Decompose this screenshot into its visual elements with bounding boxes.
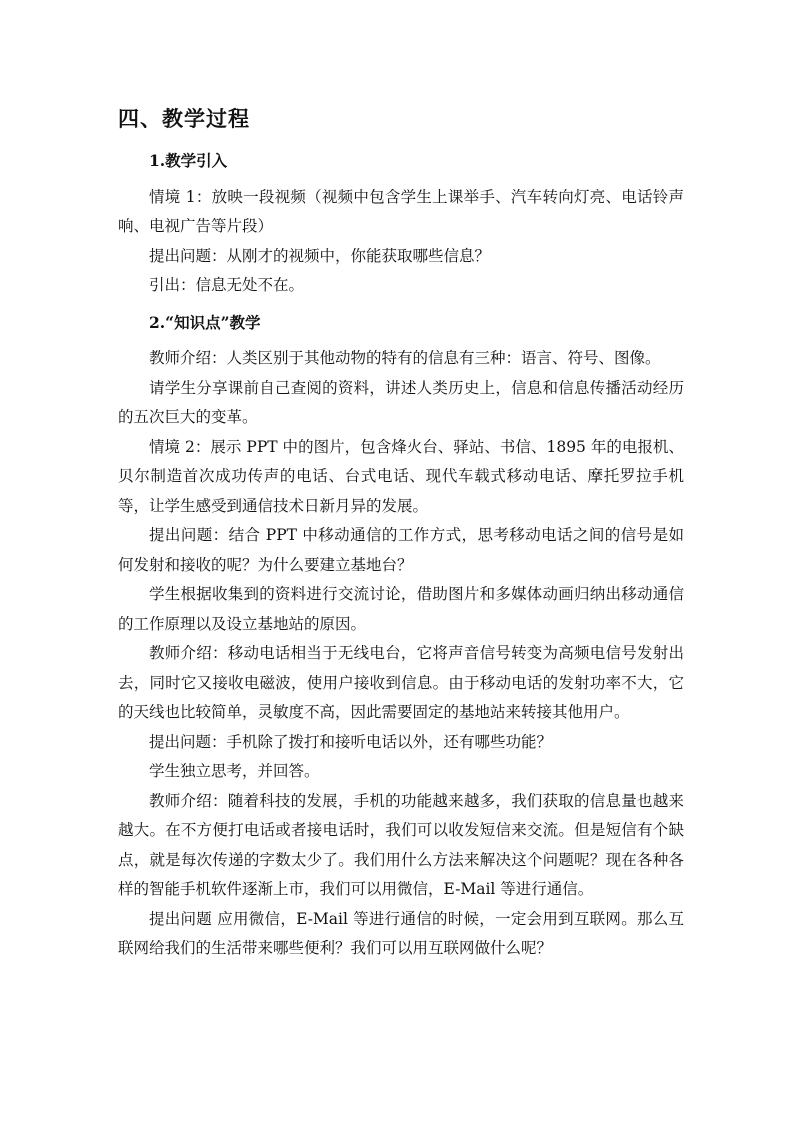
document-body [118,146,684,964]
paragraph: 提出问题：手机除了拨打和接听电话以外，还有哪些功能？ [149,732,553,751]
spacer [118,176,684,183]
paragraph: 引出：信息无处不在。 [149,276,305,294]
spacer [118,337,684,344]
paragraph: 提出问题 应用微信，E-Mail 等进行通信的时候，一定会用到互联网。那么互联网给我们的生活带来哪些便利？我们可以用互联网做什么呢？ [118,909,684,957]
paragraph: 情境 1：放映一段视频（视频中包含学生上课举手、汽车转向灯亮、电话铃声响、电视广告等片段） [118,187,684,235]
paragraph: 情境 2：展示 PPT 中的图片，包含烽火台、驿站、书信、1895 年的电报机、贝尔制造首次成功传声的电话、台式电话、现代车载式移动电话、摩托罗拉手机等，让学生感受到通信技术日新月异的发展。 [118,437,684,515]
section-title: 四、教学过程 [118,106,250,131]
paragraph: 教师介绍：移动电话相当于无线电台，它将声音信号转变为高频电信号发射出去，同时它又接收电磁波，使用户接收到信息。由于移动电话的发射功率不大，它的天线也比较简单，灵敏度不高，因此需要固定的基地站来转接其他用户。 [118,644,684,721]
sub-heading-knowledge-teaching: 2.“知识点”教学 [149,312,261,332]
sub-heading-teaching-intro: 1.教学引入 [149,151,228,170]
paragraph: 请学生分享课前自己查阅的资料，讲述人类历史上，信息和信息传播活动经历的五次巨大的变革。 [118,378,684,426]
paragraph: 学生根据收集到的资料进行交流讨论，借助图片和多媒体动画归纳出移动通信的工作原理以及设立基地站的原因。 [118,585,684,633]
paragraph: 教师介绍：随着科技的发展，手机的功能越来越多，我们获取的信息量也越来越大。在不方便打电话或者接电话时，我们可以收发短信来交流。但是短信有个缺点，就是每次传递的字数太少了。我们用什么方法来解决这个问题呢？现在各种各样的智能手机软件逐渐上市，我们可以用微信，E-Mail 等进行通信。 [118,791,684,898]
paragraph: 教师介绍：人类区别于其他动物的特有的信息有三种：语言、符号、图像。 [149,349,661,367]
spacer [118,301,684,308]
paragraph: 提出问题：结合 PPT 中移动通信的工作方式，思考移动电话之间的信号是如何发射和接收的呢？为什么要建立基地台？ [118,526,684,574]
paragraph: 提出问题：从刚才的视频中，你能获取哪些信息？ [149,246,491,265]
paragraph: 学生独立思考，并回答。 [149,762,320,780]
